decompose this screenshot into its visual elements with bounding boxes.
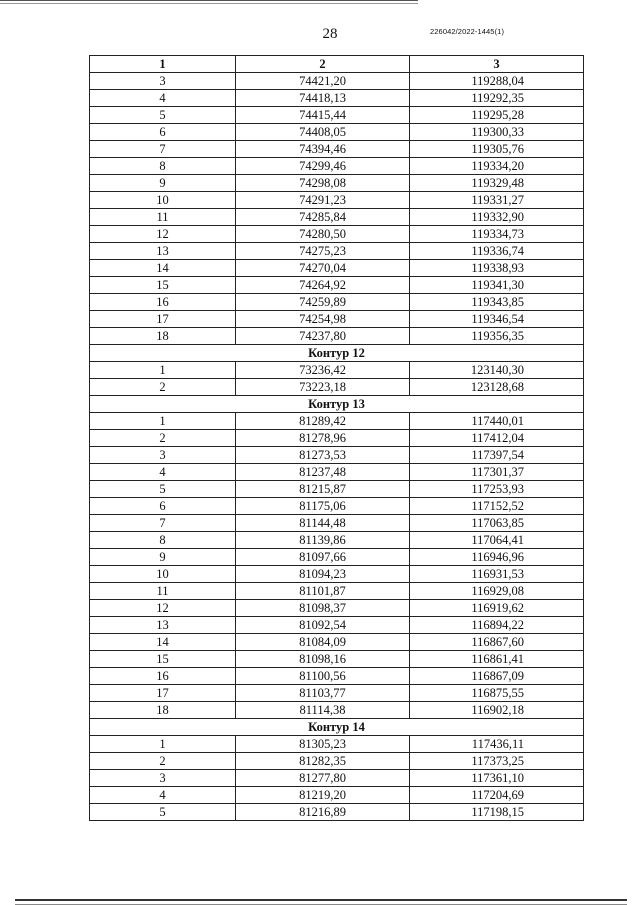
table-row <box>90 651 584 668</box>
point-number-cell: 13 <box>90 617 236 634</box>
table-row <box>90 600 584 617</box>
y-coordinate-cell: 119288,04 <box>410 73 584 90</box>
point-number-cell: 2 <box>90 379 236 396</box>
point-number-cell: 7 <box>90 515 236 532</box>
x-coordinate-cell: 74299,46 <box>236 158 410 175</box>
y-coordinate-cell: 119334,20 <box>410 158 584 175</box>
table-row <box>90 243 584 260</box>
point-number-cell: 8 <box>90 158 236 175</box>
x-coordinate-cell: 74418,13 <box>236 90 410 107</box>
y-coordinate-cell: 116929,08 <box>410 583 584 600</box>
section-row <box>90 345 584 362</box>
point-number-cell: 1 <box>90 362 236 379</box>
y-coordinate-cell: 117301,37 <box>410 464 584 481</box>
table-row <box>90 583 584 600</box>
x-coordinate-cell: 81139,86 <box>236 532 410 549</box>
y-coordinate-cell: 119343,85 <box>410 294 584 311</box>
point-number-cell: 5 <box>90 107 236 124</box>
section-row <box>90 719 584 736</box>
table-row <box>90 73 584 90</box>
x-coordinate-cell: 81305,23 <box>236 736 410 753</box>
table-body <box>90 73 584 821</box>
point-number-cell: 14 <box>90 634 236 651</box>
x-coordinate-cell: 74259,89 <box>236 294 410 311</box>
x-coordinate-cell: 81289,42 <box>236 413 410 430</box>
y-coordinate-cell: 116919,62 <box>410 600 584 617</box>
x-coordinate-cell: 74237,80 <box>236 328 410 345</box>
y-coordinate-cell: 119336,74 <box>410 243 584 260</box>
point-number-cell: 7 <box>90 141 236 158</box>
y-coordinate-cell: 116931,53 <box>410 566 584 583</box>
point-number-cell: 10 <box>90 192 236 209</box>
x-coordinate-cell: 81094,23 <box>236 566 410 583</box>
x-coordinate-cell: 81282,35 <box>236 753 410 770</box>
table-row <box>90 702 584 719</box>
y-coordinate-cell: 116946,96 <box>410 549 584 566</box>
point-number-cell: 15 <box>90 651 236 668</box>
table-row <box>90 736 584 753</box>
table-row <box>90 192 584 209</box>
x-coordinate-cell: 81103,77 <box>236 685 410 702</box>
y-coordinate-cell: 117412,04 <box>410 430 584 447</box>
x-coordinate-cell: 74280,50 <box>236 226 410 243</box>
y-coordinate-cell: 117373,25 <box>410 753 584 770</box>
point-number-cell: 16 <box>90 668 236 685</box>
y-coordinate-cell: 117063,85 <box>410 515 584 532</box>
table-row <box>90 158 584 175</box>
x-coordinate-cell: 81219,20 <box>236 787 410 804</box>
table-row <box>90 634 584 651</box>
y-coordinate-cell: 117152,52 <box>410 498 584 515</box>
x-coordinate-cell: 81097,66 <box>236 549 410 566</box>
table-row <box>90 566 584 583</box>
x-coordinate-cell: 81215,87 <box>236 481 410 498</box>
x-coordinate-cell: 81084,09 <box>236 634 410 651</box>
table-header-row <box>90 56 584 73</box>
bottom-border-line <box>15 899 627 905</box>
x-coordinate-cell: 81216,89 <box>236 804 410 821</box>
point-number-cell: 18 <box>90 328 236 345</box>
y-coordinate-cell: 119356,35 <box>410 328 584 345</box>
point-number-cell: 12 <box>90 226 236 243</box>
y-coordinate-cell: 119338,93 <box>410 260 584 277</box>
table-row <box>90 260 584 277</box>
y-coordinate-cell: 123128,68 <box>410 379 584 396</box>
page-number: 28 <box>322 26 338 42</box>
table-row <box>90 90 584 107</box>
x-coordinate-cell: 81100,56 <box>236 668 410 685</box>
point-number-cell: 11 <box>90 583 236 600</box>
x-coordinate-cell: 74408,05 <box>236 124 410 141</box>
y-coordinate-cell: 116902,18 <box>410 702 584 719</box>
point-number-cell: 3 <box>90 447 236 464</box>
section-title: Контур 13 <box>90 396 584 413</box>
y-coordinate-cell: 119305,76 <box>410 141 584 158</box>
y-coordinate-cell: 117397,54 <box>410 447 584 464</box>
x-coordinate-cell: 74394,46 <box>236 141 410 158</box>
point-number-cell: 8 <box>90 532 236 549</box>
point-number-cell: 2 <box>90 430 236 447</box>
table-row <box>90 770 584 787</box>
top-border-line <box>0 0 418 4</box>
x-coordinate-cell: 81098,16 <box>236 651 410 668</box>
point-number-cell: 9 <box>90 549 236 566</box>
x-coordinate-cell: 81273,53 <box>236 447 410 464</box>
table-row <box>90 311 584 328</box>
table-row <box>90 617 584 634</box>
table-row <box>90 328 584 345</box>
point-number-cell: 4 <box>90 787 236 804</box>
x-coordinate-cell: 81237,48 <box>236 464 410 481</box>
y-coordinate-cell: 117204,69 <box>410 787 584 804</box>
point-number-cell: 12 <box>90 600 236 617</box>
point-number-cell: 10 <box>90 566 236 583</box>
x-coordinate-cell: 74270,04 <box>236 260 410 277</box>
y-coordinate-cell: 119334,73 <box>410 226 584 243</box>
table-row <box>90 277 584 294</box>
table-row <box>90 685 584 702</box>
x-coordinate-cell: 81092,54 <box>236 617 410 634</box>
section-row <box>90 396 584 413</box>
column-header: 3 <box>410 56 584 73</box>
table-row <box>90 294 584 311</box>
column-header: 2 <box>236 56 410 73</box>
section-title: Контур 14 <box>90 719 584 736</box>
y-coordinate-cell: 117253,93 <box>410 481 584 498</box>
table-row <box>90 498 584 515</box>
point-number-cell: 9 <box>90 175 236 192</box>
table-row <box>90 464 584 481</box>
y-coordinate-cell: 116894,22 <box>410 617 584 634</box>
y-coordinate-cell: 119329,48 <box>410 175 584 192</box>
table-row <box>90 226 584 243</box>
point-number-cell: 4 <box>90 90 236 107</box>
y-coordinate-cell: 117436,11 <box>410 736 584 753</box>
x-coordinate-cell: 74275,23 <box>236 243 410 260</box>
table-row <box>90 175 584 192</box>
point-number-cell: 5 <box>90 804 236 821</box>
y-coordinate-cell: 117361,10 <box>410 770 584 787</box>
x-coordinate-cell: 74291,23 <box>236 192 410 209</box>
table-row <box>90 787 584 804</box>
x-coordinate-cell: 73236,42 <box>236 362 410 379</box>
x-coordinate-cell: 74254,98 <box>236 311 410 328</box>
table-row <box>90 209 584 226</box>
table-row <box>90 515 584 532</box>
y-coordinate-cell: 116867,60 <box>410 634 584 651</box>
point-number-cell: 3 <box>90 770 236 787</box>
table-row <box>90 107 584 124</box>
point-number-cell: 18 <box>90 702 236 719</box>
point-number-cell: 6 <box>90 124 236 141</box>
point-number-cell: 17 <box>90 685 236 702</box>
x-coordinate-cell: 81101,87 <box>236 583 410 600</box>
y-coordinate-cell: 119295,28 <box>410 107 584 124</box>
x-coordinate-cell: 81277,80 <box>236 770 410 787</box>
document-code: 226042/2022-1445(1) <box>430 27 505 36</box>
x-coordinate-cell: 81114,38 <box>236 702 410 719</box>
point-number-cell: 14 <box>90 260 236 277</box>
point-number-cell: 17 <box>90 311 236 328</box>
x-coordinate-cell: 73223,18 <box>236 379 410 396</box>
section-title: Контур 12 <box>90 345 584 362</box>
coordinates-table <box>89 55 584 821</box>
y-coordinate-cell: 117198,15 <box>410 804 584 821</box>
point-number-cell: 3 <box>90 73 236 90</box>
y-coordinate-cell: 116867,09 <box>410 668 584 685</box>
x-coordinate-cell: 74285,84 <box>236 209 410 226</box>
y-coordinate-cell: 117064,41 <box>410 532 584 549</box>
table-row <box>90 804 584 821</box>
x-coordinate-cell: 81144,48 <box>236 515 410 532</box>
point-number-cell: 4 <box>90 464 236 481</box>
y-coordinate-cell: 116875,55 <box>410 685 584 702</box>
table-row <box>90 447 584 464</box>
x-coordinate-cell: 81175,06 <box>236 498 410 515</box>
y-coordinate-cell: 119292,35 <box>410 90 584 107</box>
point-number-cell: 2 <box>90 753 236 770</box>
table-row <box>90 753 584 770</box>
y-coordinate-cell: 117440,01 <box>410 413 584 430</box>
x-coordinate-cell: 74298,08 <box>236 175 410 192</box>
y-coordinate-cell: 119332,90 <box>410 209 584 226</box>
column-header: 1 <box>90 56 236 73</box>
y-coordinate-cell: 116861,41 <box>410 651 584 668</box>
y-coordinate-cell: 119341,30 <box>410 277 584 294</box>
y-coordinate-cell: 119346,54 <box>410 311 584 328</box>
table-row <box>90 141 584 158</box>
x-coordinate-cell: 81098,37 <box>236 600 410 617</box>
table-row <box>90 481 584 498</box>
table-row <box>90 379 584 396</box>
point-number-cell: 11 <box>90 209 236 226</box>
point-number-cell: 13 <box>90 243 236 260</box>
y-coordinate-cell: 119331,27 <box>410 192 584 209</box>
x-coordinate-cell: 74264,92 <box>236 277 410 294</box>
point-number-cell: 1 <box>90 736 236 753</box>
point-number-cell: 5 <box>90 481 236 498</box>
table-row <box>90 362 584 379</box>
point-number-cell: 1 <box>90 413 236 430</box>
x-coordinate-cell: 74415,44 <box>236 107 410 124</box>
table-row <box>90 549 584 566</box>
table-row <box>90 124 584 141</box>
table-row <box>90 430 584 447</box>
table-row <box>90 413 584 430</box>
point-number-cell: 16 <box>90 294 236 311</box>
table-row <box>90 668 584 685</box>
point-number-cell: 15 <box>90 277 236 294</box>
point-number-cell: 6 <box>90 498 236 515</box>
x-coordinate-cell: 81278,96 <box>236 430 410 447</box>
y-coordinate-cell: 123140,30 <box>410 362 584 379</box>
x-coordinate-cell: 74421,20 <box>236 73 410 90</box>
table-row <box>90 532 584 549</box>
y-coordinate-cell: 119300,33 <box>410 124 584 141</box>
